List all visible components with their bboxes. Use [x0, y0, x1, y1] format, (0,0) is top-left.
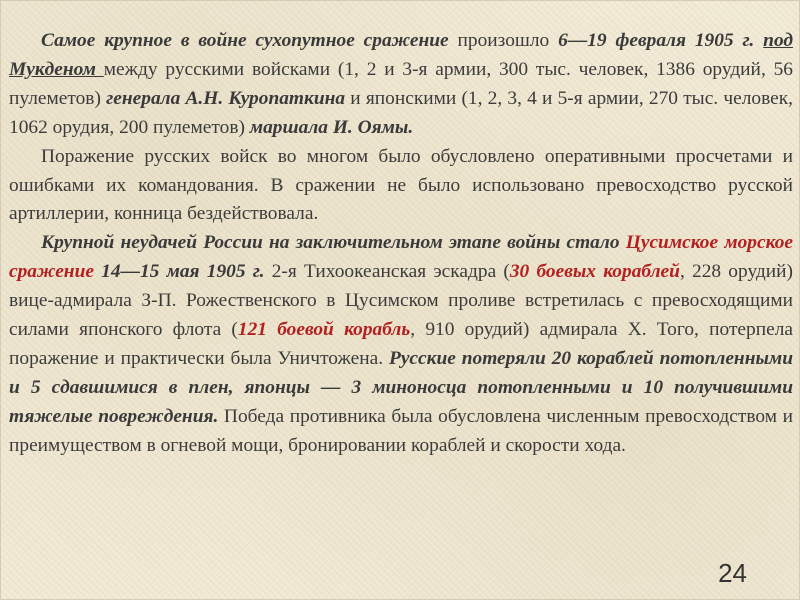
text-segment: Крупной неудачей России на заключительном этапе войны стало — [41, 232, 626, 254]
paragraph-mukden — [9, 27, 793, 143]
text-segment: , 228 орудий) вице-адмирала З-П. Рожественского в Цусимском проливе встретилась с превосходящими силами японского флота ( — [9, 261, 793, 341]
text-segment: и японскими (1, 2, 3, 4 и 5-я армии, 270 тыс. человек, 1062 орудия, 200 пулеметов) — [9, 87, 793, 138]
text-segment: 6—19 февраля 1905 г. — [558, 30, 764, 51]
text-segment: Победа противника была обусловлена численным превосходством и преимуществом в огневой мощи, бронировании кораблей и скорости хода. — [9, 405, 793, 456]
text-segment: между русскими войсками (1, 2 и 3-я армии, 300 тыс. человек, 1386 орудий, 56 пулеметов) — [9, 58, 793, 109]
text-segment: Русские потеряли 20 кораблей потопленными и 5 сдавшимися в плен, японцы — 3 миноносца потопленными и 10 получившими тяжелые повреждения. — [9, 347, 793, 427]
text-segment: 14—15 мая 1905 г. — [93, 261, 265, 283]
text-segment-highlight: 121 боевой корабль — [237, 319, 411, 341]
page-number: 24 — [718, 558, 747, 588]
text-segment-underlined: под Мукденом — [9, 30, 793, 80]
text-segment: Поражение русских войск во многом было обусловлено оперативными просчетами и ошибками их командования. В сражении не было использовано превосходство русской артиллерии, конница бездействовала. — [9, 145, 793, 225]
text-segment: маршала И. Оямы. — [249, 116, 414, 138]
paragraph-defeat-causes — [9, 143, 793, 230]
slide-text-body — [9, 27, 793, 461]
text-segment-highlight: 30 боевых кораблей — [509, 261, 680, 283]
text-segment: , 910 орудий) адмирала Х. Того, потерпела поражение и практически была Уничтожена. — [9, 319, 793, 369]
text-segment-highlight: Цусимское морское сражение — [9, 232, 793, 283]
text-segment: 2-я Тихоокеанская эскадра ( — [264, 261, 510, 283]
text-segment: Самое крупное в войне сухопутное сражение — [41, 30, 449, 51]
text-segment: генерала А.Н. Куропаткина — [106, 87, 346, 109]
paragraph-tsushima — [9, 229, 793, 460]
text-segment: произошло — [448, 30, 559, 51]
